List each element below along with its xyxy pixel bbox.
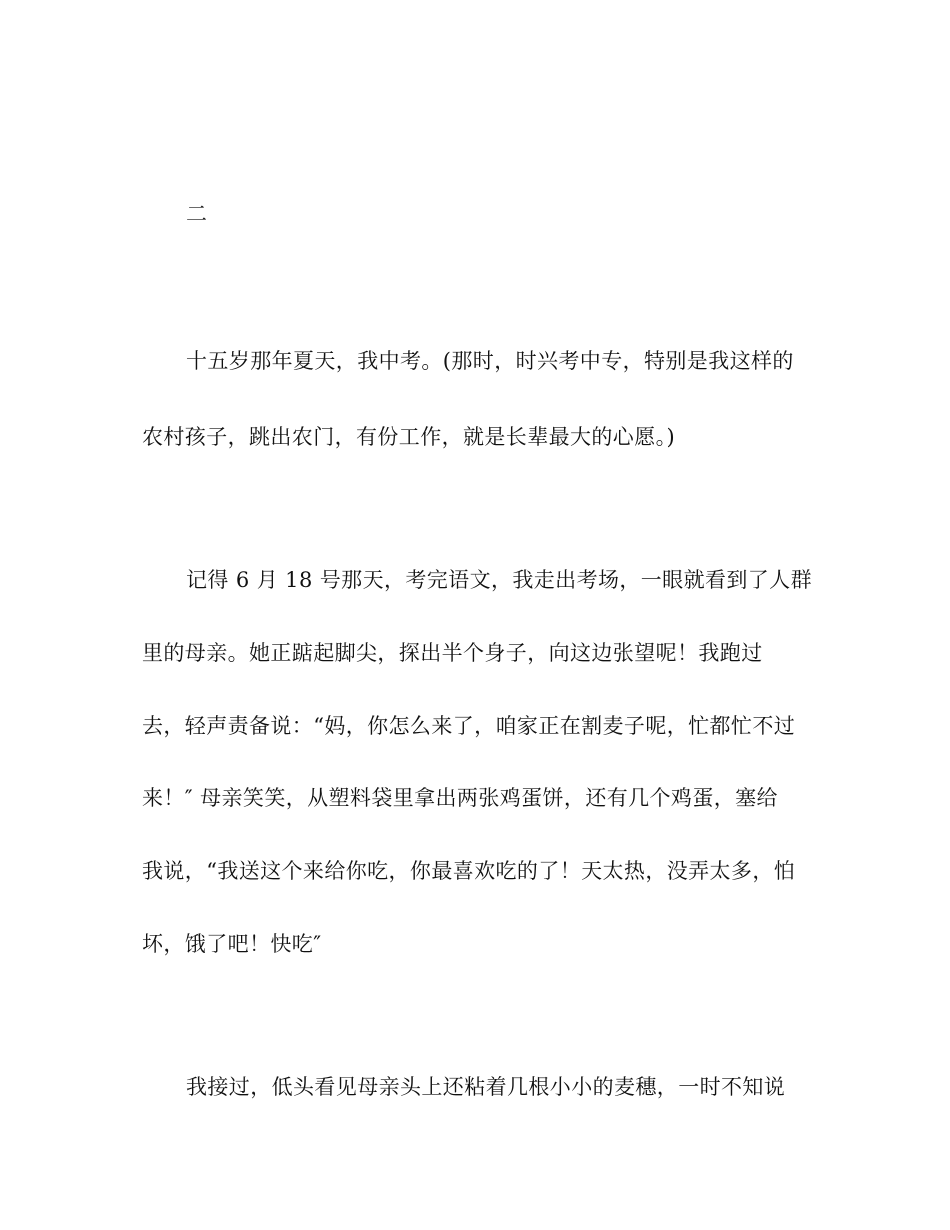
paragraph-line: 里的母亲。她正踮起脚尖，探出半个身子，向这边张望呢！我跑过	[142, 641, 763, 665]
paragraph-line: 十五岁那年夏天，我中考。(那时，时兴考中专，特别是我这样的	[186, 349, 794, 373]
paragraph-line: 坏，饿了吧！快吃″	[142, 932, 322, 956]
paragraph-line: 去，轻声责备说：“妈，你怎么来了，咱家正在割麦子呢，忙都忙不过	[142, 714, 796, 738]
paragraph-line: 记得 6 月 18 号那天，考完语文，我走出考场，一眼就看到了人群	[186, 568, 812, 592]
paragraph-line: 来！″ 母亲笑笑，从塑料袋里拿出两张鸡蛋饼，还有几个鸡蛋，塞给	[142, 786, 778, 810]
paragraph-line: 我说，“我送这个来给你吃，你最喜欢吃的了！天太热，没弄太多，怕	[142, 859, 796, 883]
paragraph-line: 我接过，低头看见母亲头上还粘着几根小小的麦穗，一时不知说	[186, 1075, 786, 1099]
paragraph-line: 农村孩子，跳出农门，有份工作，就是长辈最大的心愿。)	[142, 425, 676, 449]
section-marker: 二	[186, 202, 208, 226]
